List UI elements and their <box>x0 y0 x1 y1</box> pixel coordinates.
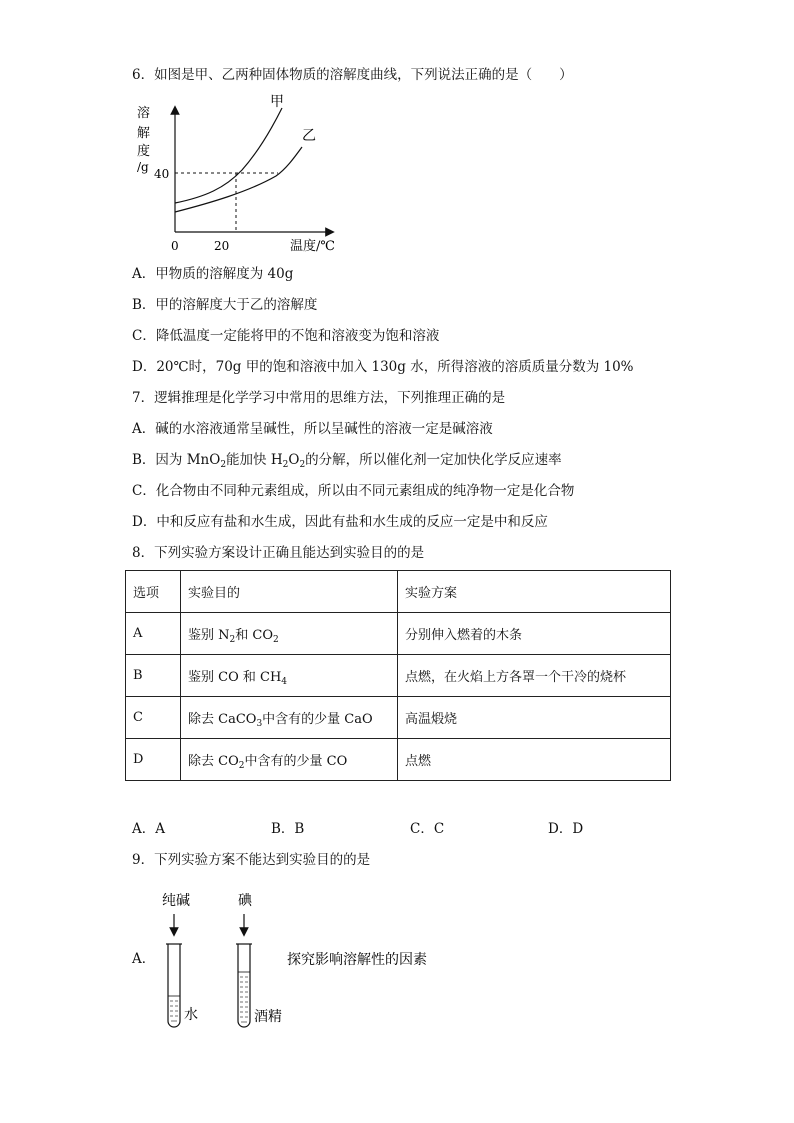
q7-b-sub3: 2 <box>299 460 306 470</box>
row-goal <box>181 655 398 697</box>
table-row <box>126 739 671 781</box>
q7-stem: 7．逻辑推理是化学学习中常用的思维方法，下列推理正确的是 <box>132 390 506 406</box>
q7-b-sub1: 2 <box>220 460 227 470</box>
q7-option-c: C．化合物由不同种元素组成，所以由不同元素组成的纯净物一定是化合物 <box>132 483 575 499</box>
q7-b-sub2: 2 <box>282 460 289 470</box>
q7-option-d: D．中和反应有盐和水生成，因此有盐和水生成的反应一定是中和反应 <box>132 514 548 530</box>
goal-sub: 2 <box>238 761 245 771</box>
q6-stem: 6．如图是甲、乙两种固体物质的溶解度曲线，下列说法正确的是（ ） <box>132 67 573 83</box>
ylabel-char-1: 溶 <box>137 106 151 121</box>
row-option: B <box>126 655 181 697</box>
row-goal <box>181 613 398 655</box>
header-goal: 实验目的 <box>181 571 398 613</box>
header-option: 选项 <box>126 571 181 613</box>
label-jia: 甲 <box>270 94 284 110</box>
table-row <box>126 697 671 739</box>
curve-yi <box>175 147 302 212</box>
row-plan: 高温煅烧 <box>398 697 671 739</box>
q7-b-part1: B．因为 MnO <box>132 452 221 468</box>
ylabel-char-4: /g <box>137 160 149 174</box>
q8-stem: 8．下列实验方案设计正确且能达到实验目的的是 <box>132 545 425 561</box>
reagent-label-1: 纯碱 <box>162 893 190 909</box>
q8-table <box>125 570 671 781</box>
experiment-caption: 探究影响溶解性的因素 <box>287 952 427 968</box>
table-row <box>126 613 671 655</box>
q7-option-b <box>132 451 562 469</box>
q8-answer-c: C．C <box>410 821 445 837</box>
row-plan: 点燃 <box>398 739 671 781</box>
q7-b-part2: 能加快 H <box>226 452 283 468</box>
q6-option-d: D．20℃时，70g 甲的饱和溶液中加入 130g 水，所得溶液的溶质质量分数为 10% <box>132 359 634 375</box>
x-origin: 0 <box>171 239 179 253</box>
q7-b-part4: 的分解，所以催化剂一定加快化学反应速率 <box>305 452 562 468</box>
q7-option-a: A．碱的水溶液通常呈碱性，所以呈碱性的溶液一定是碱溶液 <box>132 421 493 437</box>
q6-option-c: C．降低温度一定能将甲的不饱和溶液变为饱和溶液 <box>132 328 440 344</box>
q6-option-b: B．甲的溶解度大于乙的溶解度 <box>132 297 318 313</box>
row-option: D <box>126 739 181 781</box>
ylabel-char-2: 解 <box>137 126 151 141</box>
row-option: C <box>126 697 181 739</box>
reagent-label-2: 碘 <box>238 893 252 909</box>
curve-jia <box>175 108 282 203</box>
q8-answer-d: D．D <box>548 821 584 837</box>
solvent-label-2: 酒精 <box>254 1009 282 1025</box>
x-tick-20: 20 <box>214 239 230 253</box>
solvent-label-1: 水 <box>184 1007 198 1023</box>
row-option: A <box>126 613 181 655</box>
q8-answer-b: B．B <box>271 821 305 837</box>
goal-sub: 2 <box>273 635 279 645</box>
goal-text: 鉴别 N <box>188 628 230 643</box>
goal-text: 除去 CO <box>188 754 239 769</box>
header-plan: 实验方案 <box>398 571 671 613</box>
row-plan: 点燃，在火焰上方各罩一个干冷的烧杯 <box>398 655 671 697</box>
row-plan: 分别伸入燃着的木条 <box>398 613 671 655</box>
test-tube-experiment <box>150 888 470 1038</box>
label-yi: 乙 <box>302 128 316 144</box>
ylabel-char-3: 度 <box>137 144 151 159</box>
row-goal <box>181 697 398 739</box>
goal-text: 和 CO <box>235 628 273 643</box>
q9-stem: 9．下列实验方案不能达到实验目的的是 <box>132 852 371 868</box>
q7-b-part3: O <box>288 452 300 468</box>
goal-text: 除去 CaCO <box>188 712 257 727</box>
solubility-graph <box>130 92 370 257</box>
table-header-row <box>126 571 671 613</box>
test-tube-2 <box>236 944 252 1027</box>
goal-text: 中含有的少量 CaO <box>262 712 373 727</box>
goal-text: 中含有的少量 CO <box>244 754 348 769</box>
goal-sub: 4 <box>281 677 288 687</box>
table-row <box>126 655 671 697</box>
goal-text: 鉴别 CO 和 CH <box>188 670 282 685</box>
test-tube-1 <box>166 944 182 1027</box>
row-goal <box>181 739 398 781</box>
q8-answer-a: A．A <box>132 821 165 837</box>
q9-option-a-label: A． <box>132 951 156 967</box>
x-axis-label: 温度/℃ <box>290 239 335 254</box>
q6-option-a: A．甲物质的溶解度为 40g <box>132 266 294 282</box>
goal-sub: 3 <box>256 719 263 729</box>
goal-sub: 2 <box>229 635 236 645</box>
y-tick-40: 40 <box>154 167 170 181</box>
